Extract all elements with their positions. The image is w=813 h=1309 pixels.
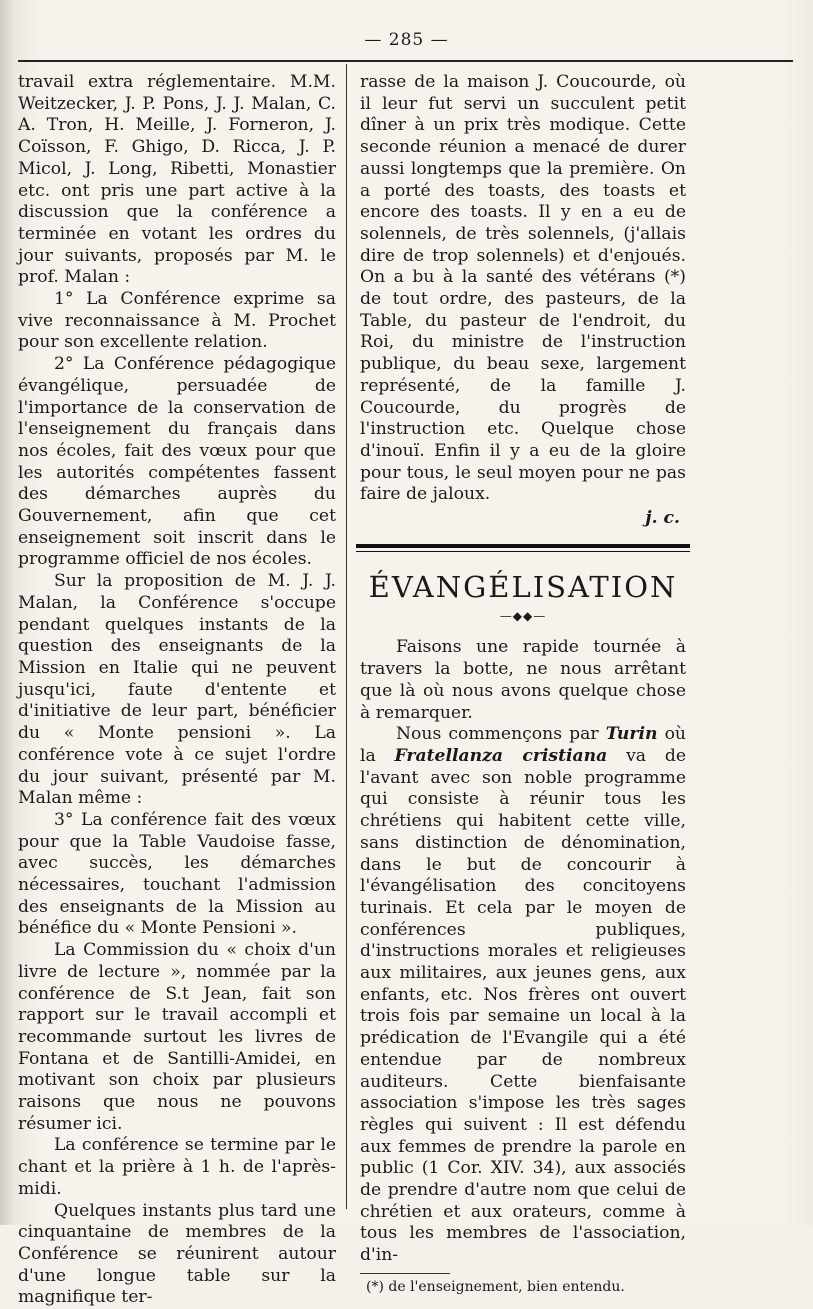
paragraph: Faisons une rapide tournée à travers la botte, ne nous arrêtant que là où nous avons quelque chose à remarquer.: [360, 637, 686, 723]
section-rule-thin: [356, 551, 690, 552]
paragraph: La conférence se termine par le chant et la prière à 1 h. de l'après-midi.: [18, 1135, 336, 1199]
ornament-divider: —◆◆—: [499, 608, 547, 623]
right-column: [360, 72, 686, 1296]
left-column: [18, 72, 336, 1309]
text-run: va de l'avant avec son noble programme qui consiste à réunir tous les chrétiens qui habitent cette ville, sans distinction de dénomination, dans le but de concourir à l'évangélisation des concitoyens turinais. Et cela par le moyen de conférences publiques, d'instructions morales et religieuses aux militaires, aux jeunes gens, aux enfants, etc. Nos frères ont ouvert trois fois par semaine un local à la prédication de l'Evangile qui a été entendue par de nombreux auditeurs. Cette bienfaisante association s'impose les très sages règles qui suivent : Il est défendu aux femmes de prendre la parole en public (1 Cor. XIV. 34), aux associés de prendre d'autre nom que celui de chrétien et aux orateurs, comme à tous les membres de l'association, d'in-: [360, 745, 686, 1266]
paragraph: 2° La Conférence pédagogique évangélique, persuadée de l'importance de la conservation de l'enseignement du français dans nos écoles, fait des vœux pour que les autorités compétentes fassent des démarches auprès du Gouvernement, afin que cet enseignement soit inscrit dans le programme officiel de nos écoles.: [18, 354, 336, 570]
section-rule-thick: [356, 544, 690, 548]
column-divider: [346, 64, 347, 1209]
section-title: ÉVANGÉLISATION: [368, 569, 678, 604]
paragraph: [360, 724, 686, 1267]
page-number: — 285 —: [364, 30, 449, 50]
footnote-rule: [360, 1273, 450, 1274]
paragraph: 3° La conférence fait des vœux pour que la Table Vaudoise fasse, avec succès, les démarches nécessaires, touchant l'admission des enseignants de la Mission au bénéfice du « Monte Pensioni ».: [18, 809, 336, 939]
place-name: Turin: [605, 724, 658, 745]
paragraph: rasse de la maison J. Coucourde, où il leur fut servi un succulent petit dîner à un prix très modique. Cette seconde réunion a menacé de durer aussi longtemps que la première. On a porté des toasts, des toasts et encore des toasts. Il y en a eu de solennels, de très solennels, (j'allais dire de trop solennels) et d'enjoués. On a bu à la santé des vétérans (*) de tout ordre, des pasteurs, de la Table, du pasteur de l'endroit, du Roi, du ministre de l'instruction publique, du beau sexe, largement représenté, de la famille J. Coucourde, du progrès de l'instruction etc. Quelque chose d'inouï. Enfin il y a eu de la gloire pour tous, le seul moyen pour ne pas faire de jaloux.: [360, 72, 686, 505]
header-rule: [18, 60, 793, 62]
paragraph: Sur la proposition de M. J. J. Malan, la Conférence s'occupe pendant quelques instants de la question des enseignants de la Mission en Italie qui ne peuvent jusqu'ici, faute d'entente et d'initiative de leur part, bénéficier du « Monte pensioni ». La conférence vote à ce sujet l'ordre du jour suivant, présenté par M. Malan même :: [18, 571, 336, 809]
paragraph: 1° La Conférence exprime sa vive reconnaissance à M. Prochet pour son excellente relation.: [18, 289, 336, 353]
text-run: où la: [360, 724, 686, 766]
paragraph: La Commission du « choix d'un livre de lecture », nommée par la conférence de S.t Jean, fait son rapport sur le travail accompli et recommande surtout les livres de Fontana et de Santilli-Amidei, en motivant son choix par plusieurs raisons que nous ne pouvons résumer ici.: [18, 940, 336, 1134]
footnote: (*) de l'enseignement, bien entendu.: [366, 1278, 625, 1295]
paragraph: Quelques instants plus tard une cinquantaine de membres de la Conférence se réunirent autour d'une longue table sur la magnifique ter-: [18, 1200, 336, 1308]
paragraph: travail extra réglementaire. M.M. Weitzecker, J. P. Pons, J. J. Malan, C. A. Tron, H. Meille, J. Forneron, J. Coïsson, F. Ghigo, D. Ricca, J. P. Micol, J. Long, Ribetti, Monastier etc. ont pris une part active à la discussion que la conférence a terminée en votant les ordres du jour suivants, proposés par M. le prof. Malan :: [18, 72, 336, 288]
text-run: Nous commençons par: [396, 724, 606, 745]
signature: j. c.: [645, 508, 680, 529]
organization-name: Fratellanza cristiana: [394, 745, 608, 766]
